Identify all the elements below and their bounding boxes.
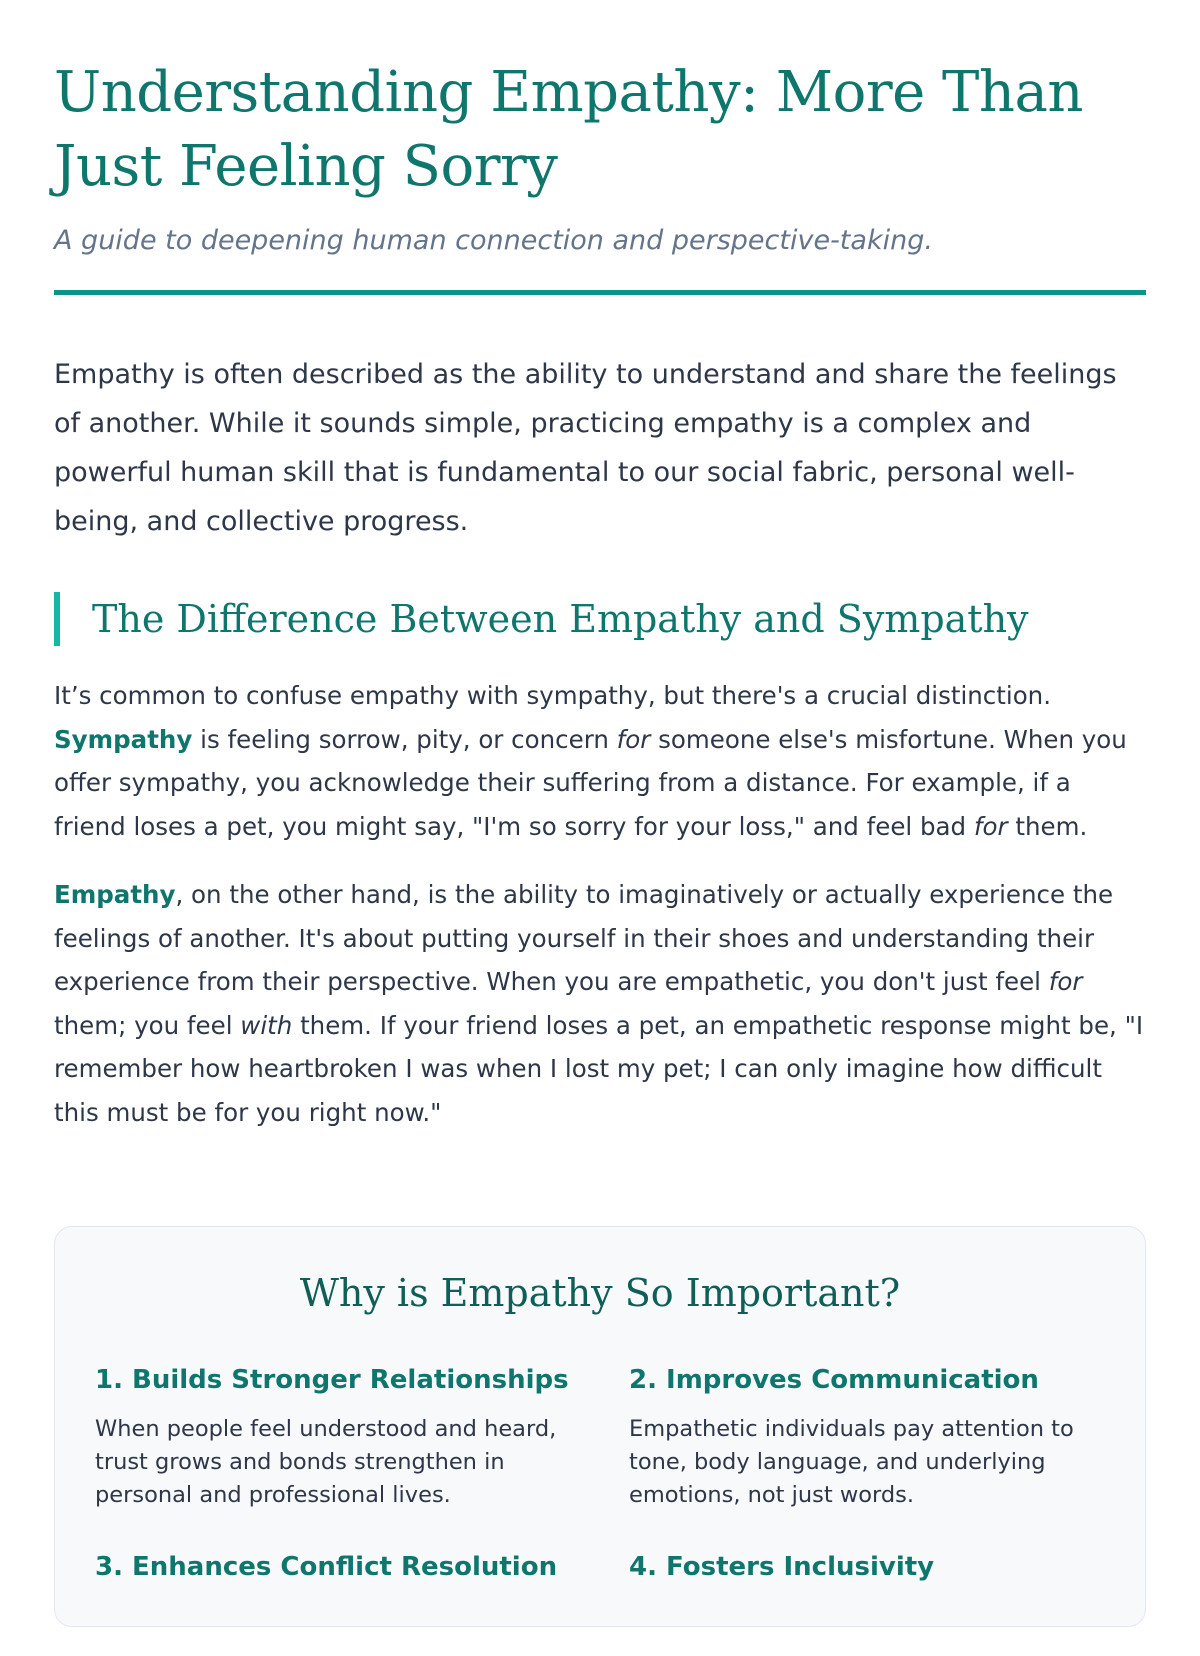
- text-segment: It’s common to confuse empathy with sympathy, but there's a crucial distinction.: [54, 681, 1051, 710]
- importance-item-body: Empathetic individuals pay attention to tone, body language, and underlying emotions, not just words.: [629, 1416, 1074, 1508]
- text-segment: them. If your friend loses a pet, an empathetic response might be, "I remember how heartbroken I was when I lost my pet; I can only imagine how difficult this must be for you right now.": [54, 1010, 1144, 1127]
- term-empathy: Empathy: [54, 880, 176, 909]
- emphasis-for: for: [616, 724, 651, 754]
- importance-grid: [95, 1361, 1105, 1586]
- importance-item-title: 2. Improves Communication: [629, 1365, 1039, 1395]
- emphasis-with: with: [240, 1010, 293, 1040]
- text-segment: , on the other hand, is the ability to imaginatively or actually experience the feelings of another. It's about putting yourself in their shoes and understanding their experience from their perspective. When you are empathetic, you don't just feel: [54, 880, 1114, 996]
- title-divider: [54, 290, 1146, 295]
- sympathy-paragraph: [54, 674, 1146, 848]
- intro-paragraph: Empathy is often described as the ability to understand and share the feelings of another. While it sounds simple, practicing empathy is a complex and powerful human skill that is fundamental to our social fabric, personal well-being, and collective progress.: [54, 359, 1117, 537]
- importance-item: [95, 1361, 571, 1512]
- importance-item: [629, 1548, 1105, 1586]
- importance-heading: Why is Empathy So Important?: [299, 1271, 901, 1315]
- importance-item: [629, 1361, 1105, 1512]
- importance-card: [54, 1226, 1146, 1627]
- importance-item-body: When people feel understood and heard, trust grows and bonds strengthen in personal and professional lives.: [95, 1416, 557, 1508]
- term-sympathy: Sympathy: [54, 724, 193, 754]
- importance-item: [95, 1548, 571, 1586]
- importance-item-title: 4. Fosters Inclusivity: [629, 1552, 935, 1582]
- text-segment: them.: [1007, 811, 1088, 841]
- article: [0, 56, 1200, 1627]
- empathy-paragraph: [54, 873, 1146, 1134]
- page-subtitle: A guide to deepening human connection and perspective-taking.: [54, 225, 933, 256]
- text-segment: them; you feel: [54, 1010, 241, 1040]
- section-heading-difference: The Difference Between Empathy and Sympathy: [54, 592, 1146, 646]
- emphasis-for: for: [1048, 967, 1083, 996]
- page-title: Understanding Empathy: More Than Just Feeling Sorry: [54, 60, 1083, 199]
- text-segment: someone else's misfortune. When you offer sympathy, you acknowledge their suffering from a distance. For example, if a friend loses a pet, you might say, "I'm so sorry for your loss," and feel bad: [54, 724, 1127, 841]
- importance-item-title: 3. Enhances Conflict Resolution: [95, 1552, 558, 1582]
- text-segment: is feeling sorrow, pity, or concern: [192, 724, 617, 754]
- emphasis-for: for: [973, 811, 1008, 841]
- importance-item-title: 1. Builds Stronger Relationships: [95, 1365, 569, 1395]
